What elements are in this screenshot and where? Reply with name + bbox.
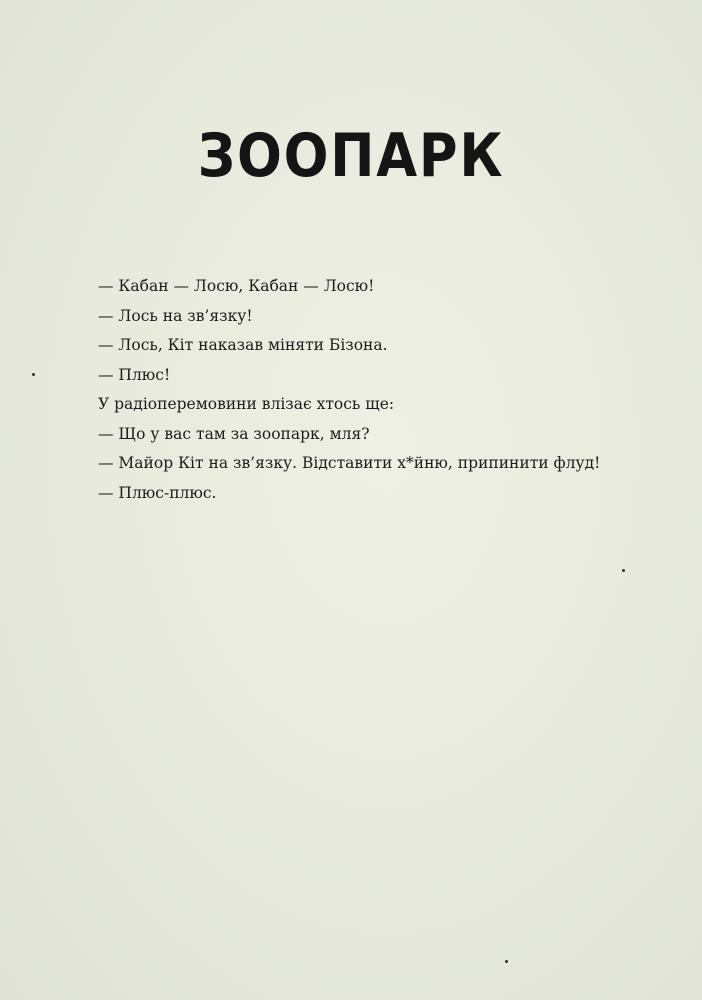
chapter-text — [98, 272, 668, 508]
text-line: — Кабан — Лосю, Кабан — Лосю! — [98, 277, 375, 295]
chapter-title: ЗООПАРК — [197, 121, 505, 191]
text-line: — Що у вас там за зоопарк, мля? — [98, 424, 370, 443]
text-line: — Плюс! — [98, 365, 171, 384]
text-line: — Лось, Кіт наказав міняти Бізона. — [98, 336, 388, 354]
print-speck — [505, 960, 508, 963]
print-speck — [32, 373, 35, 376]
print-speck — [622, 569, 625, 572]
text-line: — Лось на зв’язку! — [98, 306, 253, 325]
text-line: — Майор Кіт на зв’язку. Відставити х*йню, припинити флуд! — [98, 454, 601, 472]
text-line: У радіоперемовини влізає хтось ще: — [98, 395, 395, 413]
text-line: — Плюс-плюс. — [98, 483, 217, 502]
